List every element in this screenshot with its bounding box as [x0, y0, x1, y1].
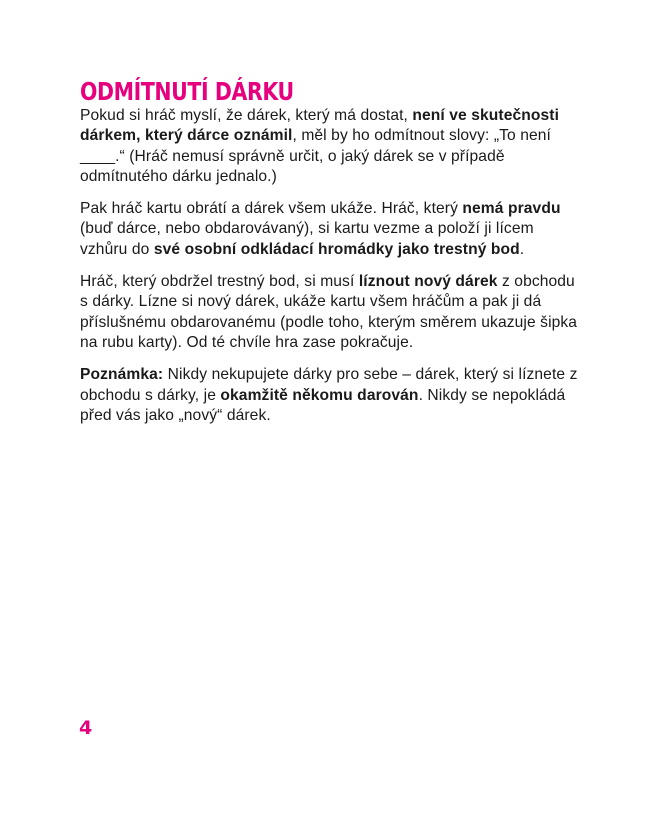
paragraph-draw-new-gift: [80, 272, 580, 353]
note-label: Poznámka:: [80, 366, 164, 384]
paragraph-refusal-rule: [80, 106, 580, 187]
content-column: [80, 78, 580, 438]
text-segment: (buď dárce, nebo obdarovávaný), si kartu vezme a položí ji lícem vzhůru do: [80, 220, 534, 258]
text-segment: z obchodu s dárky. Lízne si nový dárek, ukáže kartu všem hráčům a pak ji dá příslušnému obdarovanému (podle toho, kterým směrem ukazuje šipka na rubu karty). Od té chvíle hra zase pokračuje.: [80, 273, 578, 351]
text-segment: Pokud si hráč myslí, že dárek, který má dostat,: [80, 107, 413, 124]
text-segment: Nikdy nekupujete dárky pro sebe – dárek, který si líznete z obchodu s dárky, je: [80, 366, 578, 404]
page-number: 4: [79, 717, 93, 739]
bold-segment: okamžitě někomu darován: [220, 386, 419, 404]
bold-segment: své osobní odkládací hromádky jako trestný bod: [153, 240, 520, 258]
bold-segment: není ve skutečnosti dárkem, který dárce oznámil: [80, 107, 560, 145]
section-heading: ODMÍTNUTÍ DÁRKU: [80, 77, 294, 106]
bold-segment: líznout nový dárek: [358, 273, 498, 291]
text-segment: .: [519, 240, 525, 258]
paragraph-note: [80, 365, 580, 426]
text-segment: , měl by ho odmítnout slovy: „To není ____.“ (Hráč nemusí správně určit, o jaký dárek se v případě odmítnutého dárku jednalo.): [80, 127, 551, 185]
text-segment: . Nikdy se nepokládá před vás jako „nový“ dárek.: [80, 386, 566, 424]
paragraph-reveal-card: [80, 199, 580, 260]
bold-segment: nemá pravdu: [462, 200, 561, 218]
text-segment: Pak hráč kartu obrátí a dárek všem ukáže. Hráč, který: [80, 200, 463, 218]
text-segment: Hráč, který obdržel trestný bod, si musí: [80, 273, 359, 291]
